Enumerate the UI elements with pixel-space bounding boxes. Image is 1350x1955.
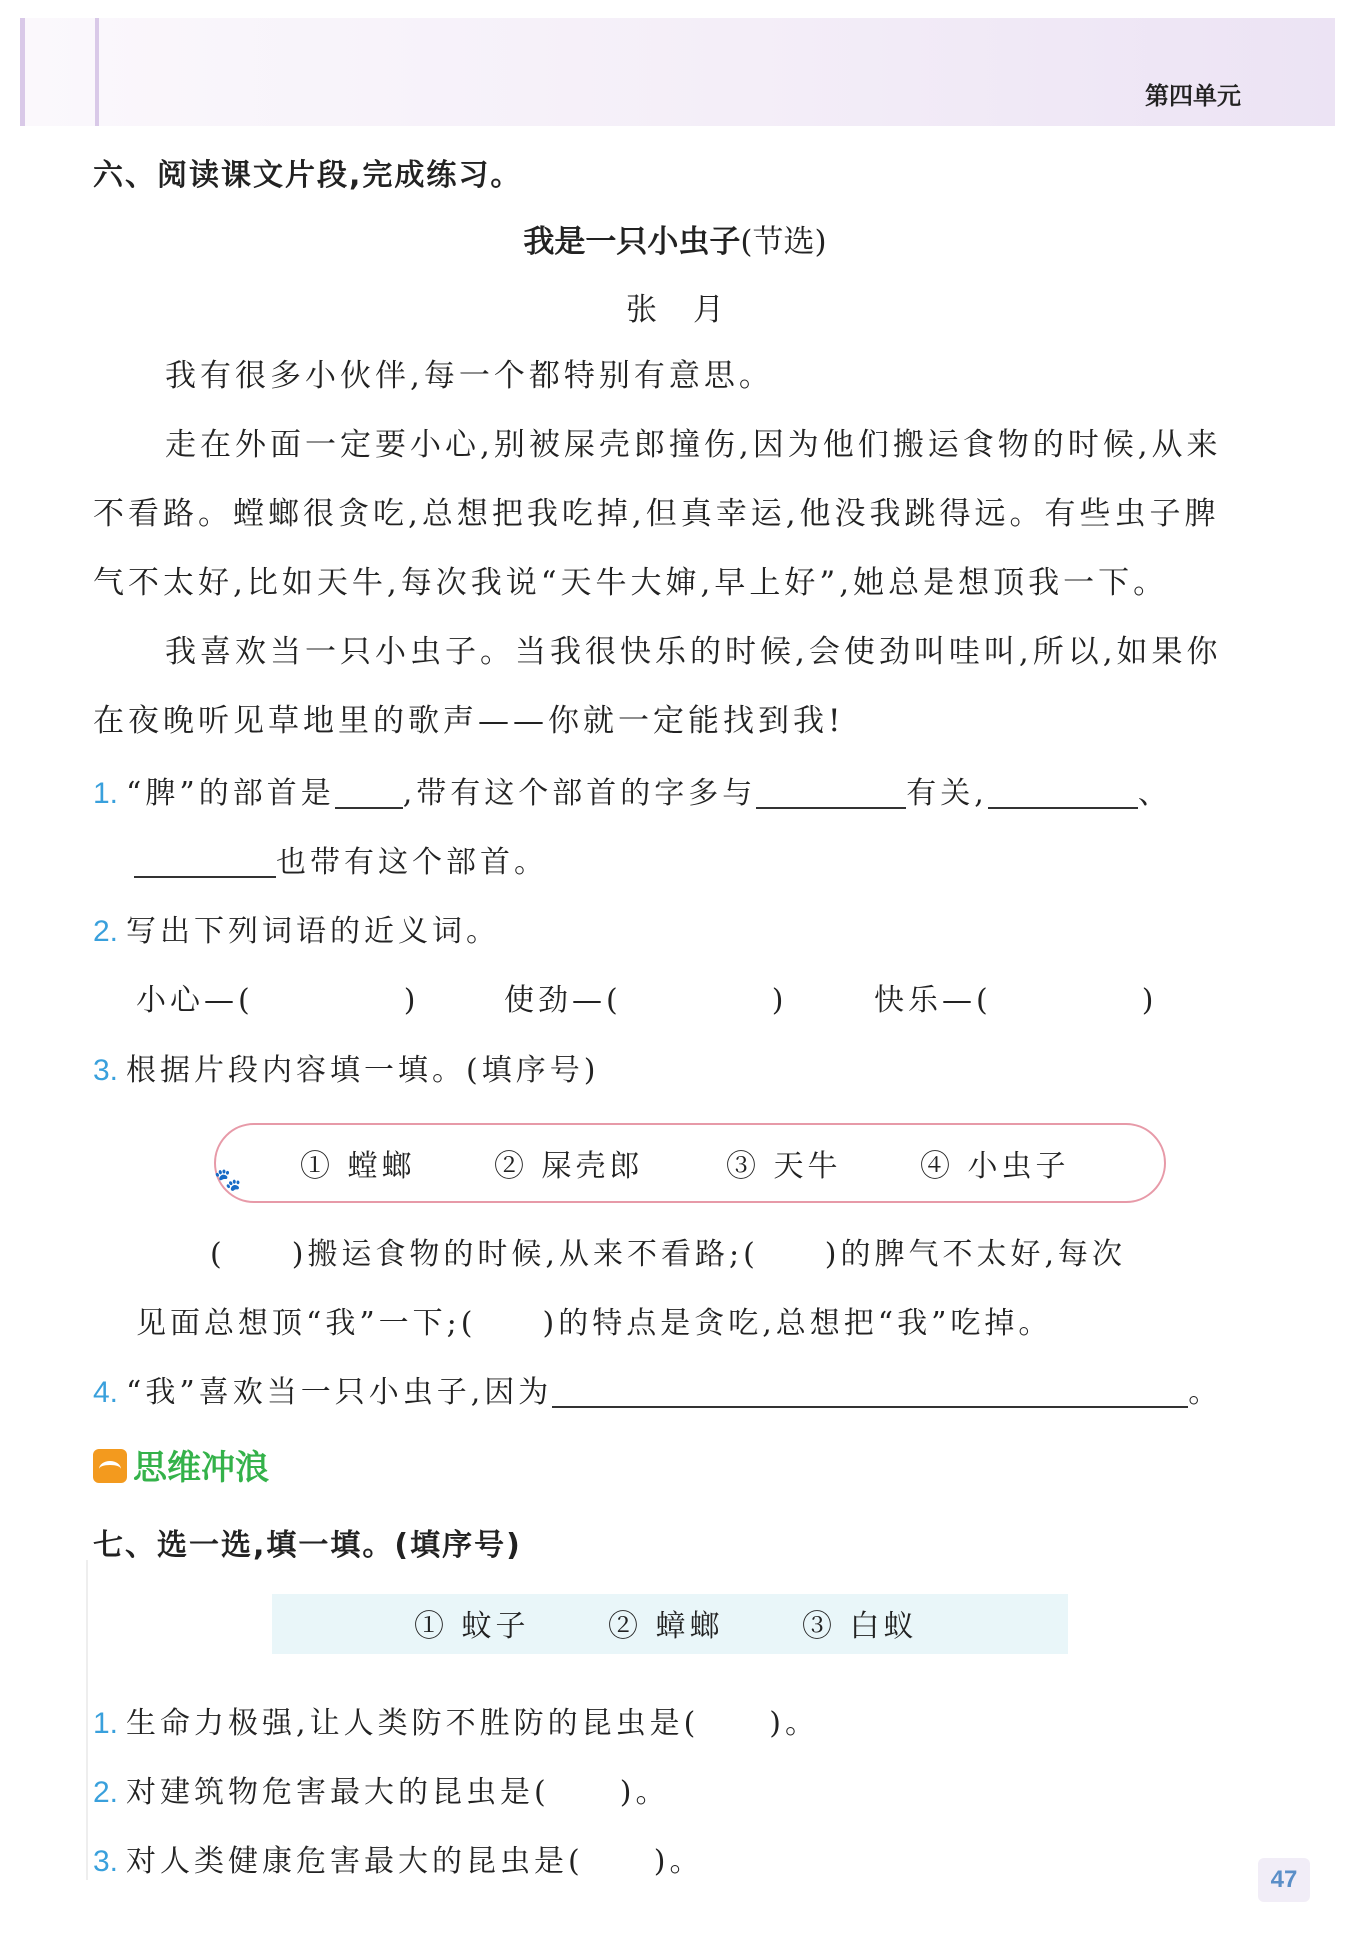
passage-paragraph: 我喜欢当一只小虫子。当我很快乐的时候,会使劲叫哇叫,所以,如果你在夜晚听见草地里的歌声——你就一定能找到我! <box>93 634 1222 739</box>
option-item: ③ 天牛 <box>726 1149 842 1184</box>
option-item: ③ 白蚁 <box>802 1609 918 1644</box>
option-item: ④ 小虫子 <box>920 1149 1070 1184</box>
question-number: 4. <box>93 1376 119 1409</box>
synonym-item <box>874 975 1157 1019</box>
passage-paragraph: 走在外面一定要小心,别被屎壳郎撞伤,因为他们搬运食物的时候,从来不看路。螳螂很贪吃,总想把我吃掉,但真幸运,他没我跳得远。有些虫子脾气不太好,比如天牛,每次我说“天牛大婶,早上好”,她总是想顶我一下。 <box>93 427 1222 601</box>
question-2 <box>93 906 500 950</box>
fill-text: )的特点是贪吃,总想把“我”吃掉。 <box>542 1306 1053 1341</box>
fill-line <box>136 1298 1052 1342</box>
synonym-item <box>136 975 419 1019</box>
paw-icon: 🐾 <box>214 1168 242 1193</box>
synonym-item <box>504 975 787 1019</box>
question-number: 2. <box>93 1776 119 1809</box>
answer-blank[interactable] <box>335 777 403 809</box>
question-number: 2. <box>93 915 119 948</box>
question-text: 。 <box>1188 1375 1223 1410</box>
question-text: )。 <box>769 1706 819 1741</box>
thinking-heading <box>93 1440 269 1488</box>
fill-line <box>210 1229 1126 1273</box>
section-6-title: 六、阅读课文片段,完成练习。 <box>93 158 523 193</box>
option-item: ② 蟑螂 <box>608 1609 724 1644</box>
header-band <box>20 18 1335 126</box>
passage-author: 张月 <box>626 292 760 328</box>
synonym-word: 使劲—( <box>504 983 622 1018</box>
thinking-label: 思维冲浪 <box>133 1448 269 1488</box>
question-text: 对人类健康危害最大的昆虫是( <box>126 1844 584 1879</box>
question-3 <box>93 1045 599 1089</box>
answer-blank[interactable] <box>552 1376 1188 1408</box>
question-text: 对建筑物危害最大的昆虫是( <box>126 1775 550 1810</box>
paren-close: ) <box>771 983 788 1018</box>
wave-icon <box>93 1449 127 1483</box>
paren-close: ) <box>403 983 420 1018</box>
passage-paragraph: 我有很多小伙伴,每一个都特别有意思。 <box>165 358 774 394</box>
passage-title-text: 我是一只小虫子 <box>523 224 741 260</box>
answer-blank[interactable] <box>756 777 906 809</box>
page-number: 47 <box>1258 1858 1310 1902</box>
question-text: 生命力极强,让人类防不胜防的昆虫是( <box>126 1706 700 1741</box>
question-text: )。 <box>653 1844 704 1879</box>
question-number: 1. <box>93 777 119 810</box>
unit-label: 第四单元 <box>1145 83 1241 110</box>
option-item: ① 蚊子 <box>414 1609 530 1644</box>
question-text: 也带有这个部首。 <box>276 845 548 880</box>
question-text: 有关, <box>906 776 988 811</box>
passage-subtitle: (节选) <box>740 224 827 260</box>
question-text: 根据片段内容填一填。(填序号) <box>126 1053 600 1088</box>
question-7-2 <box>93 1767 669 1811</box>
question-1 <box>93 768 1172 812</box>
paren-close: ) <box>1141 983 1158 1018</box>
question-text: “脾”的部首是 <box>126 776 335 811</box>
passage-title <box>0 216 1350 261</box>
question-number: 3. <box>93 1054 119 1087</box>
question-7-3 <box>93 1836 703 1880</box>
fill-text: )搬运食物的时候,从来不看路;( <box>291 1237 759 1272</box>
question-text: ,带有这个部首的字多与 <box>402 776 757 811</box>
section-7-title: 七、选一选,填一填。(填序号) <box>93 1528 522 1563</box>
fill-text: 见面总想顶“我”一下;( <box>136 1306 477 1341</box>
header-rule <box>20 18 25 126</box>
answer-blank[interactable] <box>988 777 1138 809</box>
question-7-1 <box>93 1698 819 1742</box>
fill-text: ( <box>210 1237 226 1272</box>
question-text: 写出下列词语的近义词。 <box>126 914 501 949</box>
question-4 <box>93 1367 1222 1411</box>
question-text: )。 <box>619 1775 670 1810</box>
synonym-word: 小心—( <box>136 983 254 1018</box>
question-text: “我”喜欢当一只小虫子,因为 <box>126 1375 553 1410</box>
option-item: ② 屎壳郎 <box>494 1149 644 1184</box>
question-text: 、 <box>1137 776 1172 811</box>
question-1-line2 <box>134 837 548 881</box>
question-number: 3. <box>93 1845 119 1878</box>
question-number: 1. <box>93 1707 119 1740</box>
header-rule <box>95 18 99 126</box>
fill-text: )的脾气不太好,每次 <box>824 1237 1127 1272</box>
answer-blank[interactable] <box>134 846 276 878</box>
option-item: ① 螳螂 <box>300 1149 416 1184</box>
margin-rule <box>86 1560 88 1880</box>
synonym-word: 快乐—( <box>874 983 992 1018</box>
